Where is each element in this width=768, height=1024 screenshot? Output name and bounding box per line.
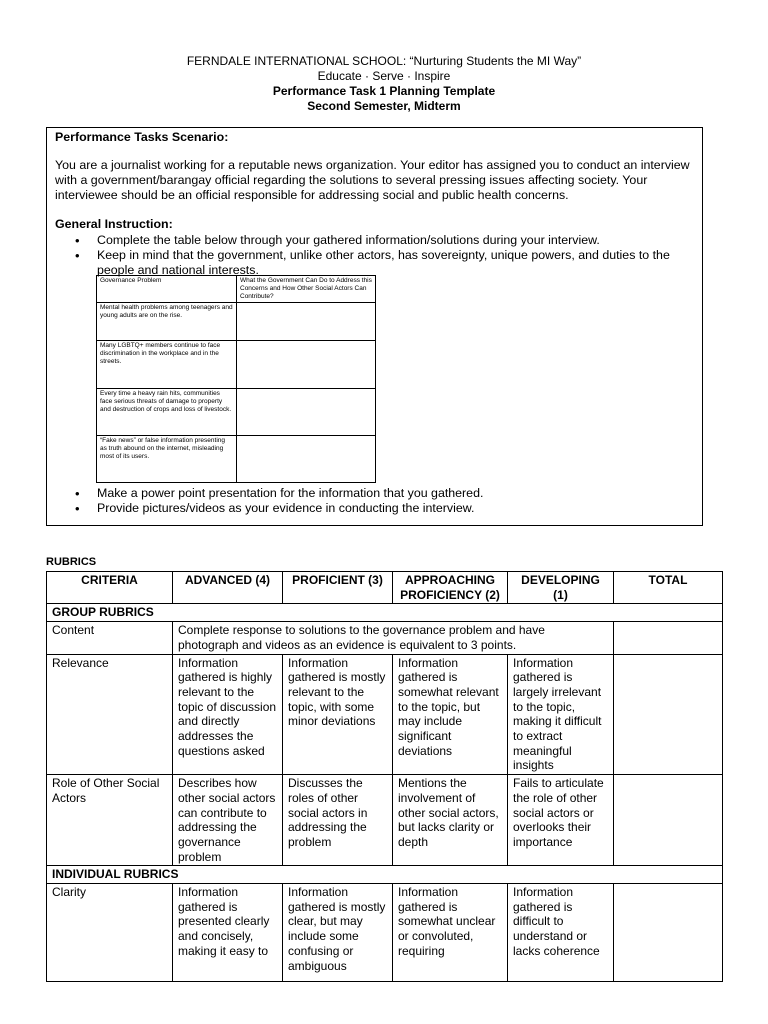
total-cell[interactable] xyxy=(614,884,723,982)
criteria-relevance: Relevance xyxy=(47,654,173,775)
document-header xyxy=(0,54,768,114)
total-cell[interactable] xyxy=(614,775,723,866)
criteria-clarity: Clarity xyxy=(47,884,173,982)
planning-header-solution: What the Government Can Do to Address this Concerns and How Other Social Actors Can Contribute? xyxy=(237,276,376,303)
clarity-approaching-text: Information gathered is somewhat unclear or convoluted, requiring xyxy=(398,885,496,958)
planning-header-problem: Governance Problem xyxy=(97,276,237,303)
clarity-approaching xyxy=(393,884,508,982)
planning-answer-cell[interactable] xyxy=(237,303,376,341)
planning-answer-cell[interactable] xyxy=(237,436,376,483)
total-cell[interactable] xyxy=(614,654,723,775)
content-description: Complete response to solutions to the governance problem and have photograph and videos as an evidence is equivalent to 3 points. xyxy=(173,622,614,654)
header-criteria: CRITERIA xyxy=(47,572,173,604)
relevance-row xyxy=(47,654,723,775)
role-row xyxy=(47,775,723,866)
individual-rubrics-label: INDIVIDUAL RUBRICS xyxy=(47,866,723,884)
planning-problem-cell: “Fake news” or false information presenting as truth abound on the internet, misleading most of its users. xyxy=(97,436,237,483)
rubrics-table xyxy=(46,571,723,982)
school-name: FERNDALE INTERNATIONAL SCHOOL: “Nurturing Students the MI Way” xyxy=(186,54,582,68)
relevance-proficient: Information gathered is mostly relevant to the topic, with some minor deviations xyxy=(283,654,393,775)
document-title: Performance Task 1 Planning Template xyxy=(272,84,496,98)
planning-table xyxy=(96,275,376,483)
school-motto: Educate · Serve · Inspire xyxy=(317,69,451,83)
relevance-advanced: Information gathered is highly relevant to the topic of discussion and directly addresses the questions asked xyxy=(173,654,283,775)
planning-answer-cell[interactable] xyxy=(237,389,376,436)
role-proficient: Discusses the roles of other social actors in addressing the problem xyxy=(283,775,393,866)
instruction-item: • Make a power point presentation for the information that you gathered. xyxy=(69,486,699,501)
criteria-role: Role of Other Social Actors xyxy=(47,775,173,866)
total-cell[interactable] xyxy=(614,622,723,654)
rubrics-header-row xyxy=(47,572,723,604)
clarity-advanced xyxy=(173,884,283,982)
planning-problem-cell: Many LGBTQ+ members continue to face discrimination in the workplace and in the streets. xyxy=(97,341,237,389)
header-proficient: PROFICIENT (3) xyxy=(283,572,393,604)
clarity-proficient xyxy=(283,884,393,982)
clarity-proficient-text: Information gathered is mostly clear, but may include some confusing or ambiguous xyxy=(288,885,386,973)
scenario-text: You are a journalist working for a reputable news organization. Your editor has assigned you to conduct an interview with a government/barangay official regarding the solutions to several pressing issues affecting society. Your interviewee should be an official responsible for addressing social and public health concerns. xyxy=(55,158,690,202)
relevance-approaching: Information gathered is somewhat relevant to the topic, but may include significant deviations xyxy=(393,654,508,775)
group-rubrics-label: GROUP RUBRICS xyxy=(47,604,723,622)
instruction-list-bottom xyxy=(69,486,699,516)
criteria-content: Content xyxy=(47,622,173,654)
clarity-row xyxy=(47,884,723,982)
clarity-developing xyxy=(508,884,614,982)
header-approaching: APPROACHING PROFICIENCY (2) xyxy=(393,572,508,604)
role-approaching: Mentions the involvement of other social actors, but lacks clarity or depth xyxy=(393,775,508,866)
header-advanced: ADVANCED (4) xyxy=(173,572,283,604)
instruction-list-top xyxy=(69,233,699,278)
planning-problem-cell: Every time a heavy rain hits, communities face serious threats of damage to property and destruction of crops and loss of livestock. xyxy=(97,389,237,436)
relevance-developing: Information gathered is largely irrelevant to the topic, making it difficult to extract meaningful insights xyxy=(508,654,614,775)
group-rubrics-row xyxy=(47,604,723,622)
content-row xyxy=(47,622,723,654)
scenario-title: Performance Tasks Scenario: xyxy=(55,130,229,144)
document-term: Second Semester, Midterm xyxy=(307,99,461,113)
rubrics-label: RUBRICS xyxy=(46,556,97,568)
instruction-item: • Complete the table below through your gathered information/solutions during your interview. xyxy=(69,233,699,248)
instruction-title: General Instruction: xyxy=(55,217,173,231)
role-developing: Fails to articulate the role of other social actors or overlooks their importance xyxy=(508,775,614,866)
clarity-developing-text: Information gathered is difficult to understand or lacks coherence xyxy=(513,885,600,958)
instruction-item: • Provide pictures/videos as your evidence in conducting the interview. xyxy=(69,501,699,516)
instruction-item: • Keep in mind that the government, unlike other actors, has sovereignty, unique powers, and duties to the people and national interests. xyxy=(69,248,699,278)
role-advanced: Describes how other social actors can contribute to addressing the governance problem xyxy=(173,775,283,866)
planning-answer-cell[interactable] xyxy=(237,341,376,389)
header-total: TOTAL xyxy=(614,572,723,604)
individual-rubrics-row xyxy=(47,866,723,884)
planning-problem-cell: Mental health problems among teenagers and young adults are on the rise. xyxy=(97,303,237,341)
header-developing: DEVELOPING (1) xyxy=(508,572,614,604)
clarity-advanced-text: Information gathered is presented clearly and concisely, making it easy to xyxy=(178,885,270,958)
